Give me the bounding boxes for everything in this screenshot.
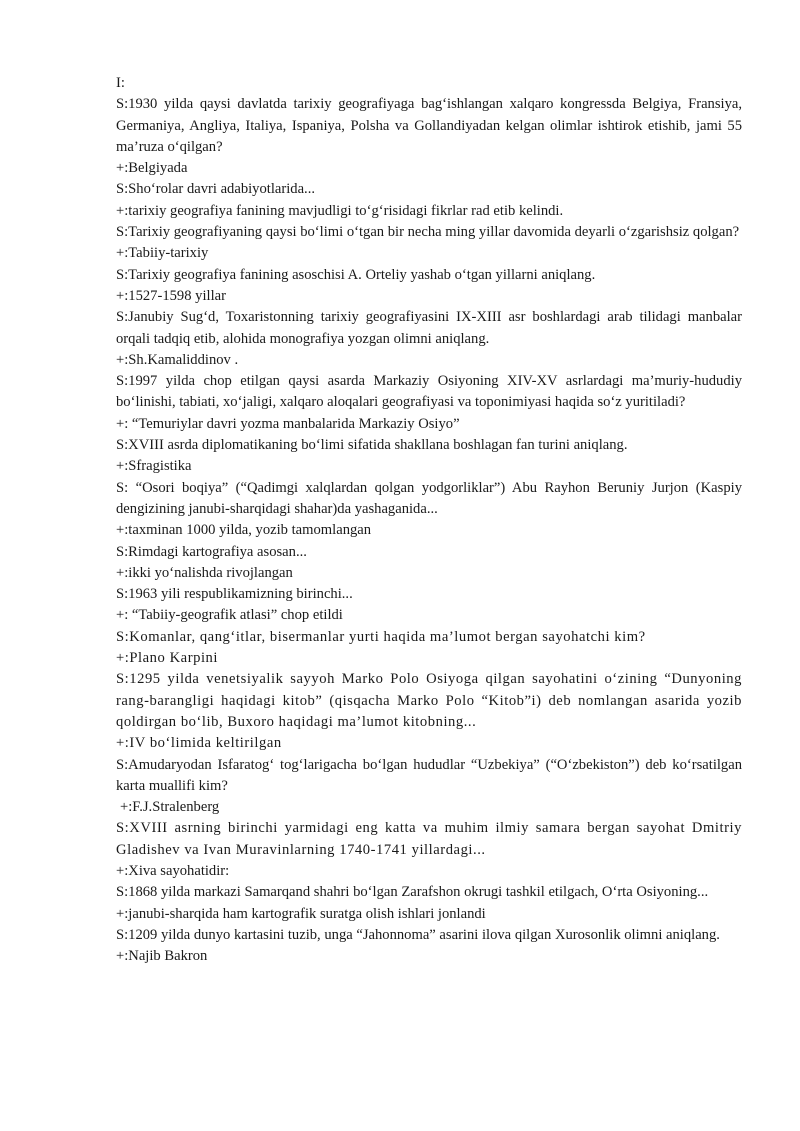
answer-4: +:1527-1598 yillar: [116, 287, 226, 304]
question-10: S:1963 yili respublikamizning birinchi...: [116, 586, 353, 603]
question-11: S:Komanlar, qang‘itlar, bisermanlar yurti haqida ma’lumot bergan sayohatchi kim?: [116, 628, 646, 645]
answer-5: +:Sh.Kamaliddinov .: [116, 351, 239, 368]
answer-2: +:tarixiy geografiya fanining mavjudligi to‘g‘risidagi fikrlar rad etib kelindi.: [116, 202, 564, 219]
answer-15: +:janubi-sharqida ham kartografik suratga olish ishlari jonlandi: [116, 905, 486, 922]
question-8: S: “Osori boqiya” (“Qadimgi xalqlardan qolgan yodgorliklar”) Abu Rayhon Beruniy Jurjon (Kaspiy dengizining janubi-sharqidagi shahar)da yashaganida...: [116, 479, 742, 517]
answer-10: +: “Tabiiy-geografik atlasi” chop etildi: [116, 607, 343, 624]
answer-6: +: “Temuriylar davri yozma manbalarida Markaziy Osiyo”: [116, 415, 460, 432]
answer-1: +:Belgiyada: [116, 160, 188, 177]
question-3: S:Tarixiy geografiyaning qaysi bo‘limi o‘tgan bir necha ming yillar davomida deyarli o‘zgarishsiz qolgan?: [116, 224, 740, 241]
answer-13: +:F.J.Stralenberg: [120, 799, 220, 816]
answer-12: +:IV bo‘limida keltirilgan: [116, 735, 282, 752]
question-13: S:Amudaryodan Isfaratog‘ tog‘larigacha bo‘lgan hududlar “Uzbekiya” (“O‘zbekiston”) deb ko‘rsatilgan karta muallifi kim?: [116, 756, 742, 794]
answer-9: +:ikki yo‘nalishda rivojlangan: [116, 564, 293, 581]
answer-11: +:Plano Karpini: [116, 650, 219, 667]
question-14: S:XVIII asrning birinchi yarmidagi eng katta va muhim ilmiy samara bergan sayohat Dmitriy Gladishev va Ivan Muravinlarning 1740-1741 yillardagi...: [116, 820, 742, 858]
question-5: S:Janubiy Sug‘d, Toxaristonning tarixiy geografiyasini IX-XIII asr boshlardagi arab tilidagi manbalar orqali tadqiq etib, alohida monografiya yozgan olimni aniqlang.: [116, 309, 742, 347]
question-9: S:Rimdagi kartografiya asosan...: [116, 543, 307, 560]
question-2: S:Sho‘rolar davri adabiyotlarida...: [116, 181, 315, 198]
section-heading: I:: [116, 75, 125, 91]
question-12: S:1295 yilda venetsiyalik sayyoh Marko Polo Osiyoga qilgan sayohatini o‘zining “Dunyoning rang-barangligi haqidagi kitob” (qisqacha Marko Polo “Kitob”i) deb nomlangan asarida yozib qoldirgan bo‘lib, Buxoro haqidagi ma’lumot kitobning...: [116, 671, 742, 730]
question-4: S:Tarixiy geografiya fanining asoschisi A. Orteliy yashab o‘tgan yillarni aniqlang.: [116, 266, 596, 283]
question-15: S:1868 yilda markazi Samarqand shahri bo‘lgan Zarafshon okrugi tashkil etilgach, O‘rta Osiyoning...: [116, 884, 709, 901]
answer-7: +:Sfragistika: [116, 458, 192, 475]
answer-16: +:Najib Bakron: [116, 948, 208, 965]
document-page: [116, 73, 742, 967]
answer-3: +:Tabiiy-tarixiy: [116, 245, 209, 262]
question-1: S:1930 yilda qaysi davlatda tarixiy geografiyaga bag‘ishlangan xalqaro kongressda Belgiya, Fransiya, Germaniya, Angliya, Italiya, Ispaniya, Polsha va Gollandiyadan kelgan olimlar ishtirok etishib, jami 55 ma’ruza o‘qilgan?: [116, 96, 742, 155]
question-16: S:1209 yilda dunyo kartasini tuzib, unga “Jahonnoma” asarini ilova qilgan Xurosonlik olimni aniqlang.: [116, 926, 720, 943]
question-7: S:XVIII asrda diplomatikaning bo‘limi sifatida shakllana boshlagan fan turini aniqlang.: [116, 437, 628, 454]
question-6: S:1997 yilda chop etilgan qaysi asarda Markaziy Osiyoning XIV-XV asrlardagi ma’muriy-hududiy bo‘linishi, tabiati, xo‘jaligi, xalqaro aloqalari geografiyasi va toponimiyasi haqida so‘z yuritiladi?: [116, 373, 742, 411]
answer-14: +:Xiva sayohatidir:: [116, 862, 230, 879]
answer-8: +:taxminan 1000 yilda, yozib tamomlangan: [116, 522, 372, 539]
